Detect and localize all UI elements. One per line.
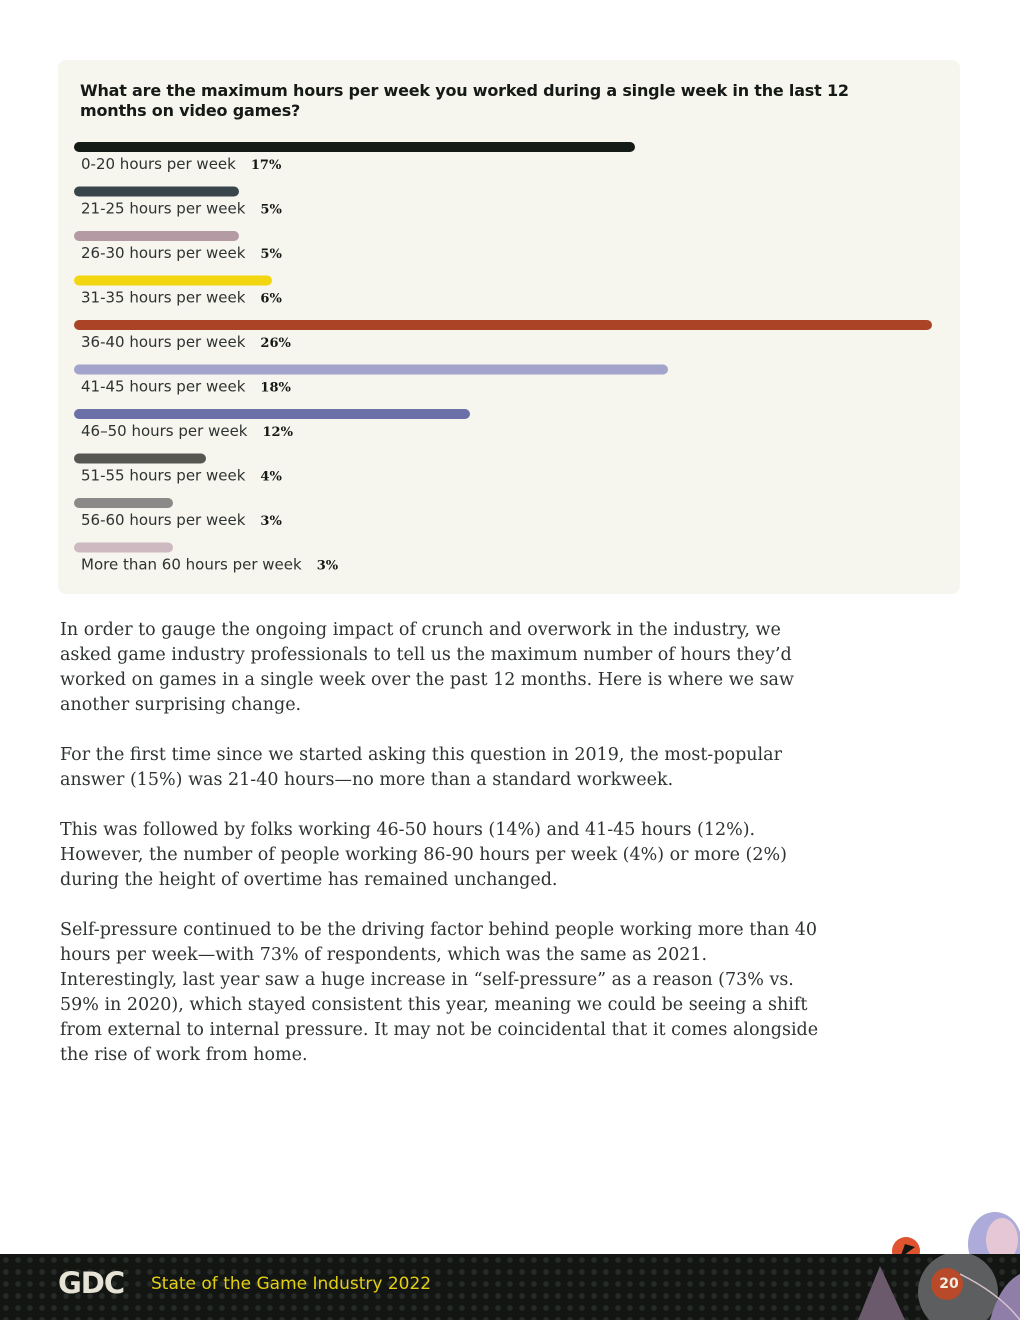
bar-chart <box>58 60 960 594</box>
value-label: 26% <box>260 336 291 351</box>
value-label: 18% <box>260 380 291 396</box>
bar <box>74 276 272 286</box>
category-label: 56-60 hours per week <box>81 511 246 529</box>
bar <box>74 142 635 152</box>
category-label: 46–50 hours per week <box>81 422 248 440</box>
gdc-logo: GDC <box>58 1266 125 1300</box>
bar <box>74 187 239 197</box>
bar <box>74 498 173 508</box>
value-label: 5% <box>260 202 282 218</box>
article-body <box>60 618 820 1093</box>
value-label: 5% <box>260 247 282 262</box>
category-label: 21-25 hours per week <box>81 199 246 218</box>
bar <box>74 365 668 375</box>
value-label: 17% <box>250 158 282 173</box>
paragraph: For the first time since we started asking this question in 2019, the most-popular answer (15%) was 21-40 hours—no more than a standard workweek. <box>60 745 782 790</box>
footer-decoration <box>0 1254 1020 1320</box>
bar <box>74 543 173 553</box>
category-label: 41-45 hours per week <box>81 377 246 396</box>
chart-panel <box>58 60 960 594</box>
value-label: 6% <box>260 291 282 307</box>
value-label: 3% <box>260 514 282 529</box>
chart-title: What are the maximum hours per week you worked during a single week in the last 12 months on video games? <box>80 81 849 120</box>
bar <box>74 454 206 464</box>
category-label: 26-30 hours per week <box>81 244 246 262</box>
value-label: 12% <box>262 425 293 440</box>
bar <box>74 409 470 419</box>
value-label: 3% <box>316 558 339 574</box>
category-label: 36-40 hours per week <box>81 333 246 351</box>
footer <box>0 1254 1020 1320</box>
category-label: 31-35 hours per week <box>81 288 246 307</box>
bar <box>74 320 932 330</box>
category-label: More than 60 hours per week <box>81 555 302 574</box>
bar <box>74 231 239 241</box>
paragraph: This was followed by folks working 46-50 hours (14%) and 41-45 hours (12%). However, the number of people working 86-90 hours per week (4%) or more (2%) during the height of overtime has remained unchanged. <box>60 820 787 890</box>
footer-title: State of the Game Industry 2022 <box>151 1274 432 1294</box>
paragraph: In order to gauge the ongoing impact of crunch and overwork in the industry, we asked game industry professionals to tell us the maximum number of hours they’d worked on games in a single week over the past 12 months. Here is where we saw another surprising change. <box>60 620 794 715</box>
value-label: 4% <box>260 469 282 485</box>
category-label: 0-20 hours per week <box>81 155 236 173</box>
page-number: 20 <box>939 1276 959 1292</box>
paragraph: Self-pressure continued to be the driving factor behind people working more than 40 hours per week—with 73% of respondents, which was the same as 2021. Interestingly, last year saw a huge increase in “self-pressure” as a reason (73% vs. 59% in 2020), which stayed consistent this year, meaning we could be seeing a shift from external to internal pressure. It may not be coincidental that it comes alongside the rise of work from home. <box>60 920 819 1065</box>
category-label: 51-55 hours per week <box>81 466 246 485</box>
